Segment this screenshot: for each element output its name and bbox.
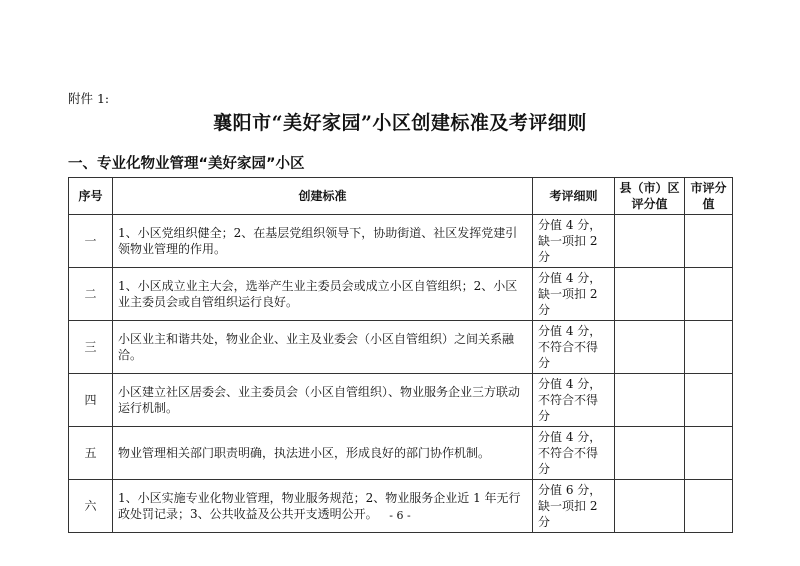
page-number: - 6 -	[389, 509, 411, 522]
row-city-score[interactable]	[685, 321, 733, 374]
row-seq: 一	[69, 215, 113, 268]
row-city-score[interactable]	[685, 480, 733, 533]
row-county-score[interactable]	[615, 427, 685, 480]
row-detail: 分值 4 分，不符合不得分	[533, 427, 615, 480]
section-heading: 一、专业化物业管理“美好家园”小区	[68, 156, 305, 172]
row-county-score[interactable]	[615, 374, 685, 427]
row-standard: 1、小区成立业主大会，选举产生业主委员会或成立小区自管组织；2、小区业主委员会或自管组织运行良好。	[113, 268, 533, 321]
table-row	[69, 215, 733, 268]
document-title: 襄阳市“美好家园”小区创建标准及考评细则	[213, 112, 587, 134]
header-seq: 序号	[69, 178, 113, 215]
row-seq: 二	[69, 268, 113, 321]
table-row	[69, 268, 733, 321]
row-detail: 分值 4 分，缺一项扣 2 分	[533, 268, 615, 321]
row-city-score[interactable]	[685, 374, 733, 427]
row-standard: 小区建立社区居委会、业主委员会（小区自管组织）、物业服务企业三方联动运行机制。	[113, 374, 533, 427]
table-header-row	[69, 178, 733, 215]
row-county-score[interactable]	[615, 321, 685, 374]
row-standard: 物业管理相关部门职责明确，执法进小区，形成良好的部门协作机制。	[113, 427, 533, 480]
row-seq: 五	[69, 427, 113, 480]
row-detail: 分值 4 分，缺一项扣 2 分	[533, 215, 615, 268]
header-standard: 创建标准	[113, 178, 533, 215]
row-city-score[interactable]	[685, 427, 733, 480]
attachment-label: 附件 1:	[68, 91, 110, 106]
row-city-score[interactable]	[685, 215, 733, 268]
table-row	[69, 480, 733, 533]
row-seq: 六	[69, 480, 113, 533]
evaluation-table	[68, 177, 733, 533]
header-county-score: 县（市）区评分值	[615, 178, 685, 215]
header-detail: 考评细则	[533, 178, 615, 215]
row-county-score[interactable]	[615, 215, 685, 268]
row-detail: 分值 4 分，不符合不得分	[533, 321, 615, 374]
row-county-score[interactable]	[615, 480, 685, 533]
row-city-score[interactable]	[685, 268, 733, 321]
row-standard: 小区业主和谐共处，物业企业、业主及业委会（小区自管组织）之间关系融洽。	[113, 321, 533, 374]
row-seq: 三	[69, 321, 113, 374]
row-detail: 分值 4 分，不符合不得分	[533, 374, 615, 427]
table-row	[69, 374, 733, 427]
table-row	[69, 427, 733, 480]
row-standard: 1、小区实施专业化物业管理，物业服务规范；2、物业服务企业近 1 年无行政处罚记录；3、公共收益及公共开支透明公开。	[113, 480, 533, 533]
row-seq: 四	[69, 374, 113, 427]
row-detail: 分值 6 分，缺一项扣 2 分	[533, 480, 615, 533]
table-row	[69, 321, 733, 374]
row-county-score[interactable]	[615, 268, 685, 321]
header-city-score: 市评分值	[685, 178, 733, 215]
row-standard: 1、小区党组织健全；2、在基层党组织领导下，协助街道、社区发挥党建引领物业管理的作用。	[113, 215, 533, 268]
